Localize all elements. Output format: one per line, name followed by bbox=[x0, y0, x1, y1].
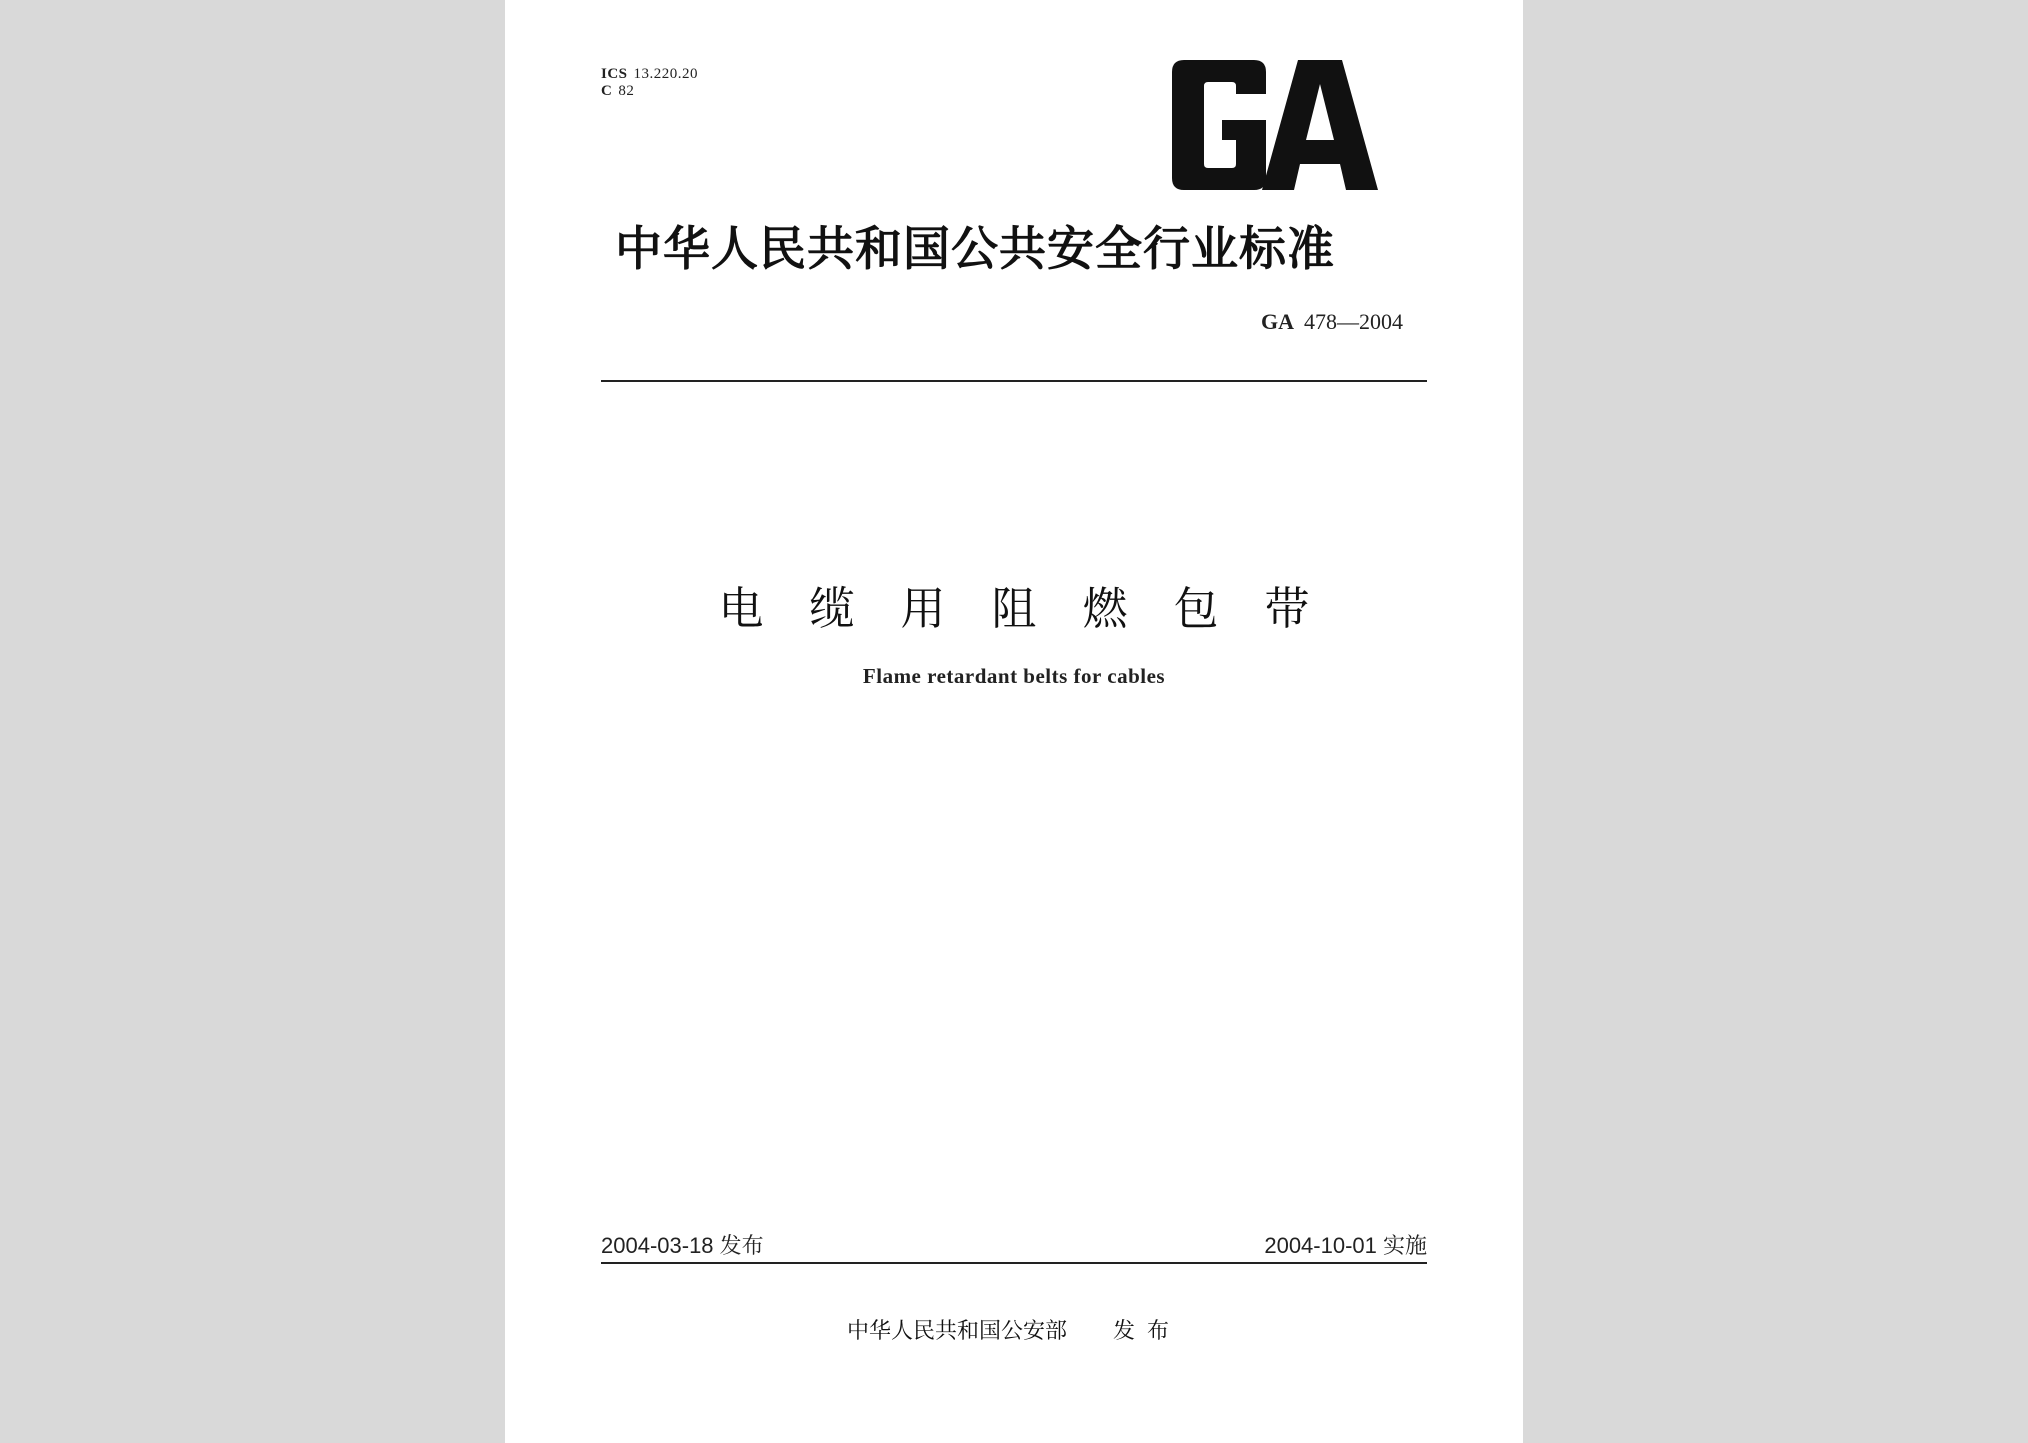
publish-label: 发布 bbox=[1113, 1319, 1182, 1344]
organization-title: 中华人民共和国公共安全行业标准 bbox=[615, 222, 1335, 277]
standard-number bbox=[1261, 309, 1403, 335]
ics-value: 13.220.20 bbox=[633, 66, 699, 82]
standard-number-value: 478—2004 bbox=[1304, 309, 1403, 334]
document-page bbox=[505, 0, 1523, 1443]
ga-logo bbox=[1170, 60, 1380, 190]
issue-date: 2004-03-18 发布 bbox=[601, 1233, 764, 1258]
ccs-label: C bbox=[601, 83, 613, 99]
document-title-chinese: 电缆用阻燃包带 bbox=[718, 582, 1356, 635]
standard-prefix: GA bbox=[1261, 309, 1294, 334]
ccs-value: 82 bbox=[618, 83, 635, 99]
ics-label: ICS bbox=[601, 66, 628, 82]
footer-divider bbox=[601, 1262, 1427, 1264]
implementation-date: 2004-10-01 实施 bbox=[1264, 1233, 1427, 1258]
issuer-name: 中华人民共和国公安部 bbox=[846, 1319, 1067, 1344]
ccs-code bbox=[601, 83, 698, 100]
issuer-line bbox=[505, 1314, 1523, 1345]
header-divider bbox=[601, 380, 1427, 382]
document-title-english: Flame retardant belts for cables bbox=[862, 664, 1166, 688]
classification-codes bbox=[601, 66, 698, 100]
ics-code bbox=[601, 66, 698, 83]
